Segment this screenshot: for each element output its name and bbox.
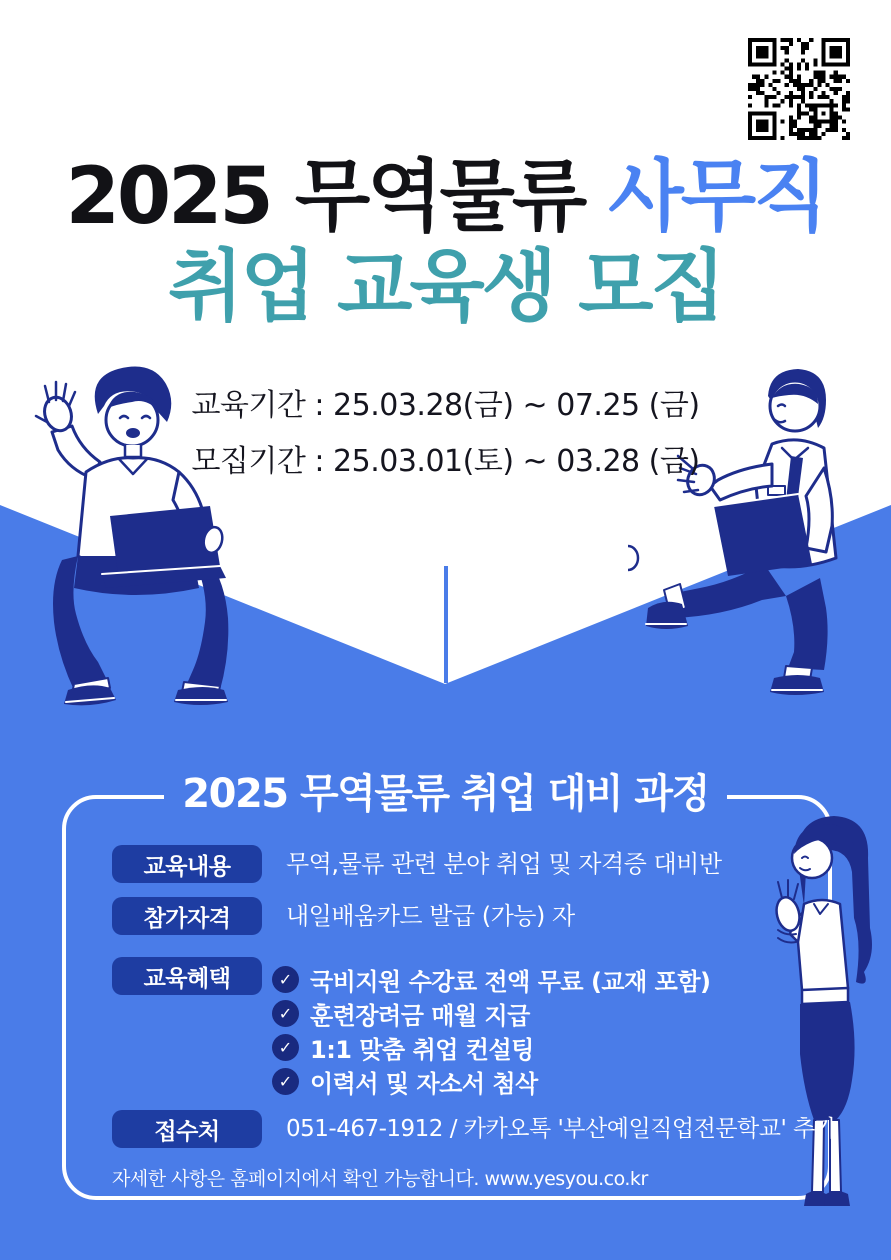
- title-line1-black: 2025 무역물류: [65, 152, 609, 242]
- education-content-text: 무역,물류 관련 분야 취업 및 자격증 대비반: [286, 850, 722, 878]
- title-line1-blue: 사무직: [608, 152, 826, 242]
- footer-note: 자세한 사항은 홈페이지에서 확인 가능합니다. www.yesyou.co.kr: [112, 1168, 648, 1190]
- qr-code: [748, 38, 850, 140]
- check-icon: ✓: [272, 1000, 299, 1027]
- benefit-text: 1:1 맞춤 취업 컨설팅: [310, 1036, 534, 1064]
- label-eligibility: 참가자격: [112, 897, 262, 935]
- check-icon: ✓: [272, 1068, 299, 1095]
- registration-text: 051-467-1912 / 카카오톡 '부산예일직업전문학교' 추가: [286, 1116, 837, 1142]
- benefit-text: 이력서 및 자소서 첨삭: [310, 1070, 538, 1098]
- benefit-item: [272, 1064, 538, 1099]
- label-registration: 접수처: [112, 1110, 262, 1148]
- label-education-content: 교육내용: [112, 845, 262, 883]
- benefit-item: [272, 1030, 534, 1065]
- benefit-item: [272, 962, 710, 997]
- center-divider-line: [444, 566, 448, 683]
- benefit-text: 훈련장려금 매월 지급: [310, 1002, 530, 1030]
- recruit-period: 모집기간 : 25.03.01(토) ~ 03.28 (금): [191, 444, 700, 479]
- title-line2: 취업 교육생 모집: [168, 242, 723, 333]
- benefit-item: [272, 996, 530, 1031]
- page-title: [0, 152, 891, 333]
- check-icon: ✓: [272, 966, 299, 993]
- check-icon: ✓: [272, 1034, 299, 1061]
- label-benefits: 교육혜택: [112, 957, 262, 995]
- benefit-text: 국비지원 수강료 전액 무료 (교재 포함): [310, 968, 711, 996]
- course-heading: 2025 무역물류 취업 대비 과정: [0, 767, 891, 821]
- eligibility-text: 내일배움카드 발급 (가능) 자: [286, 902, 575, 930]
- illustration-woman-clapping: [762, 810, 890, 1220]
- education-period: 교육기간 : 25.03.28(금) ~ 07.25 (금): [191, 388, 700, 423]
- period-info: [0, 378, 891, 490]
